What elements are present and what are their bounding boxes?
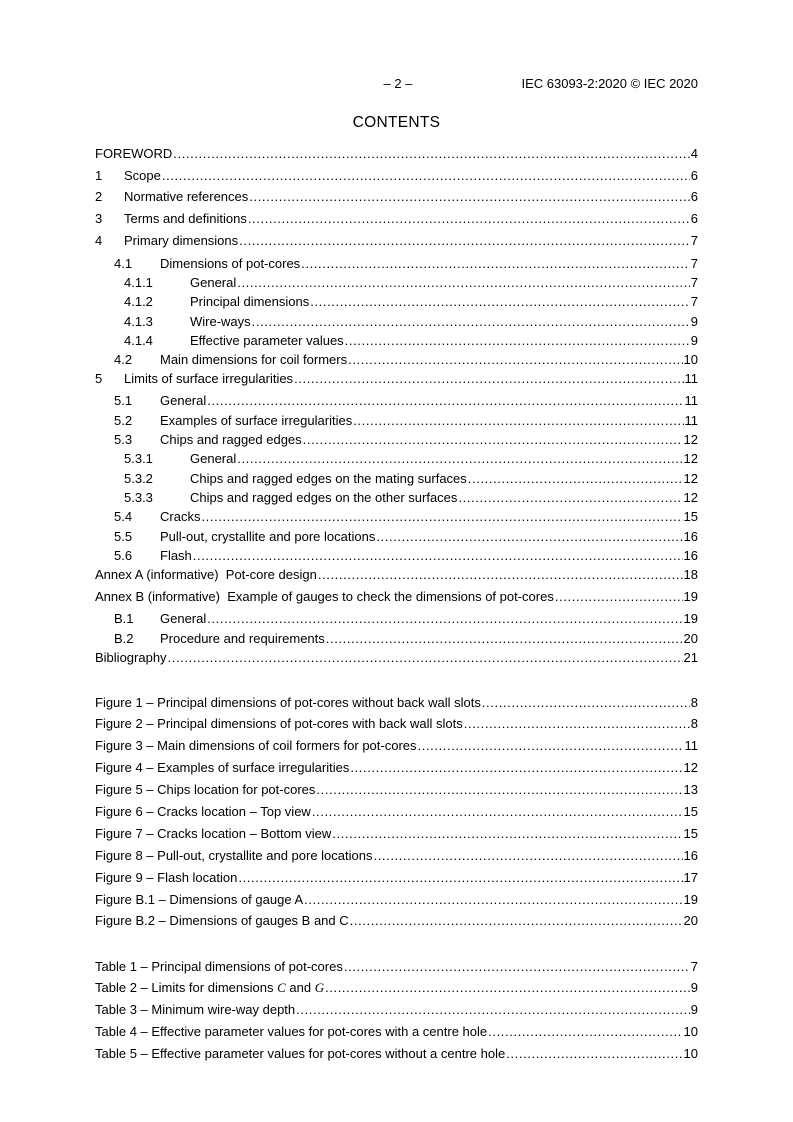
toc-entry[interactable] xyxy=(95,650,698,666)
figure-entry-page: 13 xyxy=(683,782,698,797)
toc-entry[interactable] xyxy=(95,589,698,605)
toc-entry-number: 4.2 xyxy=(114,352,133,367)
toc-entry-number: 5.3.2 xyxy=(124,471,153,486)
table-entry-title xyxy=(95,980,324,996)
toc-entry[interactable] xyxy=(95,168,698,184)
toc-entry-page: 16 xyxy=(683,529,698,544)
toc-entry-number: 4 xyxy=(95,233,103,248)
figure-list-entry[interactable] xyxy=(95,695,698,711)
toc-entry-number: 4.1.3 xyxy=(124,314,153,329)
figure-entry-title: Figure B.2 – Dimensions of gauges B and C xyxy=(95,913,349,928)
toc-entry-page: 6 xyxy=(690,189,698,204)
toc-entry-number: B.1 xyxy=(114,611,134,626)
figure-entry-page: 15 xyxy=(683,804,698,819)
figure-list-entry[interactable] xyxy=(95,804,698,820)
figure-entry-page: 8 xyxy=(690,695,698,710)
toc-entry-page: 7 xyxy=(690,233,698,248)
toc-entry-number: 5.1 xyxy=(114,393,133,408)
figure-list-entry[interactable] xyxy=(95,848,698,864)
toc-entry-title: Terms and definitions xyxy=(124,211,247,226)
toc-entry-title: Procedure and requirements xyxy=(160,631,325,646)
leader-dots xyxy=(332,826,682,842)
leader-dots xyxy=(353,413,683,429)
leader-dots xyxy=(345,333,690,349)
toc-entry[interactable] xyxy=(114,352,698,368)
leader-dots xyxy=(458,490,682,506)
figure-list-entry[interactable] xyxy=(95,760,698,776)
figure-list-entry[interactable] xyxy=(95,738,698,754)
toc-entry-page: 11 xyxy=(684,371,698,386)
toc-entry-number: 2 xyxy=(95,189,103,204)
toc-entry-title: Wire-ways xyxy=(190,314,251,329)
figure-list-entry[interactable] xyxy=(95,870,698,886)
toc-entry-page: 7 xyxy=(690,256,698,271)
toc-entry[interactable] xyxy=(124,490,698,506)
figure-list-entry[interactable] xyxy=(95,913,698,929)
figure-entry-title: Figure 3 – Main dimensions of coil formers for pot-cores xyxy=(95,738,417,753)
figure-entry-page: 20 xyxy=(683,913,698,928)
dimension-variable-g: G xyxy=(314,980,325,995)
leader-dots xyxy=(249,189,689,205)
figure-entry-title: Figure 9 – Flash location xyxy=(95,870,238,885)
figure-entry-title: Figure 1 – Principal dimensions of pot-cores without back wall slots xyxy=(95,695,481,710)
page-title: CONTENTS xyxy=(352,114,441,131)
toc-entry-title: Chips and ragged edges on the mating surfaces xyxy=(190,471,467,486)
toc-entry[interactable] xyxy=(114,548,698,564)
toc-entry-title: General xyxy=(160,611,207,626)
toc-entry-number: 4.1 xyxy=(114,256,133,271)
toc-entry-page: 4 xyxy=(690,146,698,161)
leader-dots xyxy=(350,913,683,929)
figure-entry-page: 17 xyxy=(683,870,698,885)
leader-dots xyxy=(325,980,690,996)
toc-entry[interactable] xyxy=(124,471,698,487)
toc-entry-page: 15 xyxy=(683,509,698,524)
toc-entry-title: Limits of surface irregularities xyxy=(124,371,294,386)
toc-entry-number: 5.3 xyxy=(114,432,133,447)
toc-entry[interactable] xyxy=(95,567,698,583)
leader-dots xyxy=(316,782,682,798)
toc-entry-title: Annex B (informative) Example of gauges to check the dimensions of pot-cores xyxy=(95,589,554,604)
toc-entry[interactable] xyxy=(124,451,698,467)
figure-entry-page: 15 xyxy=(683,826,698,841)
toc-entry-page: 12 xyxy=(683,490,698,505)
toc-entry-page: 10 xyxy=(683,352,698,367)
toc-entry-title: Scope xyxy=(124,168,161,183)
leader-dots xyxy=(464,716,690,732)
leader-dots xyxy=(304,892,682,908)
leader-dots xyxy=(207,611,682,627)
figure-entry-title: Figure B.1 – Dimensions of gauge A xyxy=(95,892,304,907)
figure-entry-title: Figure 4 – Examples of surface irregularities xyxy=(95,760,350,775)
figure-entry-page: 19 xyxy=(683,892,698,907)
leader-dots xyxy=(373,848,682,864)
toc-entry-title: General xyxy=(160,393,207,408)
leader-dots xyxy=(301,256,690,272)
leader-dots xyxy=(468,471,683,487)
table-entry-page: 7 xyxy=(690,959,698,974)
leader-dots xyxy=(310,294,690,310)
toc-entry-page: 20 xyxy=(683,631,698,646)
leader-dots xyxy=(193,548,683,564)
toc-entry-number: 4.1.1 xyxy=(124,275,153,290)
figure-entry-title: Figure 2 – Principal dimensions of pot-cores with back wall slots xyxy=(95,716,463,731)
toc-entry-page: 12 xyxy=(683,451,698,466)
leader-dots xyxy=(248,211,690,227)
toc-entry-page: 6 xyxy=(690,211,698,226)
toc-entry-number: 5.3.1 xyxy=(124,451,153,466)
table-entry-page: 10 xyxy=(683,1024,698,1039)
toc-entry-page: 7 xyxy=(690,294,698,309)
leader-dots xyxy=(294,371,683,387)
toc-entry[interactable] xyxy=(114,393,698,409)
table-entry-page: 10 xyxy=(683,1046,698,1061)
leader-dots xyxy=(237,275,690,291)
toc-entry-page: 6 xyxy=(690,168,698,183)
figure-entry-page: 12 xyxy=(683,760,698,775)
toc-entry[interactable] xyxy=(114,631,698,647)
figure-entry-page: 8 xyxy=(690,716,698,731)
toc-entry-page: 9 xyxy=(690,314,698,329)
toc-entry-number: 5.2 xyxy=(114,413,133,428)
figure-list-entry[interactable] xyxy=(95,892,698,908)
toc-entry-title: Bibliography xyxy=(95,650,167,665)
leader-dots xyxy=(162,168,690,184)
toc-entry-title: FOREWORD xyxy=(95,146,173,161)
toc-entry-title: Effective parameter values xyxy=(190,333,344,348)
table-entry-title: Table 1 – Principal dimensions of pot-cores xyxy=(95,959,343,974)
toc-entry-page: 11 xyxy=(684,393,698,408)
leader-dots xyxy=(506,1046,682,1062)
toc-entry-number: 5.5 xyxy=(114,529,133,544)
toc-entry[interactable] xyxy=(124,275,698,291)
figure-list-entry[interactable] xyxy=(95,826,698,842)
figure-entry-page: 16 xyxy=(683,848,698,863)
figure-entry-title: Figure 6 – Cracks location – Top view xyxy=(95,804,311,819)
toc-entry[interactable] xyxy=(114,256,698,272)
toc-entry-page: 18 xyxy=(683,567,698,582)
toc-entry-title: Cracks xyxy=(160,509,201,524)
toc-entry-number: 5.3.3 xyxy=(124,490,153,505)
toc-entry-title: General xyxy=(190,275,237,290)
table-entry-title: Table 3 – Minimum wire-way depth xyxy=(95,1002,296,1017)
table-entry-page: 9 xyxy=(690,1002,698,1017)
toc-entry-title: Primary dimensions xyxy=(124,233,239,248)
leader-dots xyxy=(348,352,682,368)
figure-entry-page: 11 xyxy=(684,738,698,753)
leader-dots xyxy=(418,738,684,754)
toc-entry-title: Chips and ragged edges on the other surfaces xyxy=(190,490,458,505)
leader-dots xyxy=(555,589,683,605)
toc-entry-number: 3 xyxy=(95,211,103,226)
toc-entry-page: 11 xyxy=(684,413,698,428)
leader-dots xyxy=(237,451,682,467)
toc-entry-number: 5.4 xyxy=(114,509,133,524)
leader-dots xyxy=(344,959,690,975)
toc-entry-title: General xyxy=(190,451,237,466)
toc-entry-number: 1 xyxy=(95,168,103,183)
leader-dots xyxy=(207,393,683,409)
figure-entry-title: Figure 5 – Chips location for pot-cores xyxy=(95,782,316,797)
figure-list-entry[interactable] xyxy=(95,782,698,798)
table-list-entry[interactable] xyxy=(95,959,698,975)
figure-entry-title: Figure 8 – Pull-out, crystallite and pore locations xyxy=(95,848,373,863)
conjunction-text: and xyxy=(285,980,315,995)
toc-entry[interactable] xyxy=(114,529,698,545)
table-entry-page: 9 xyxy=(690,980,698,995)
leader-dots xyxy=(303,432,683,448)
toc-entry-title: Flash xyxy=(160,548,192,563)
leader-dots xyxy=(252,314,690,330)
toc-entry-number: B.2 xyxy=(114,631,134,646)
leader-dots xyxy=(296,1002,690,1018)
table-entry-title: Table 5 – Effective parameter values for pot-cores without a centre hole xyxy=(95,1046,506,1061)
toc-entry-number: 5.6 xyxy=(114,548,133,563)
figure-entry-title: Figure 7 – Cracks location – Bottom view xyxy=(95,826,332,841)
toc-entry[interactable] xyxy=(95,211,698,227)
leader-dots xyxy=(350,760,682,776)
toc-entry-title: Annex A (informative) Pot-core design xyxy=(95,567,317,582)
toc-entry-title: Pull-out, crystallite and pore locations xyxy=(160,529,376,544)
leader-dots xyxy=(312,804,683,820)
leader-dots xyxy=(318,567,683,583)
page-number: – 2 – xyxy=(383,76,413,91)
toc-entry-title: Main dimensions for coil formers xyxy=(160,352,348,367)
leader-dots xyxy=(238,870,682,886)
table-entry-title: Table 4 – Effective parameter values for pot-cores with a centre hole xyxy=(95,1024,488,1039)
toc-entry[interactable] xyxy=(124,314,698,330)
leader-dots xyxy=(173,146,689,162)
toc-entry-title: Examples of surface irregularities xyxy=(160,413,353,428)
table-entry-title-prefix: Table 2 – Limits for dimensions xyxy=(95,980,278,995)
leader-dots xyxy=(326,631,683,647)
toc-entry[interactable] xyxy=(95,146,698,162)
document-identifier: IEC 63093-2:2020 © IEC 2020 xyxy=(521,76,698,91)
toc-entry[interactable] xyxy=(124,294,698,310)
toc-entry-title: Dimensions of pot-cores xyxy=(160,256,301,271)
toc-entry-title: Principal dimensions xyxy=(190,294,310,309)
leader-dots xyxy=(376,529,682,545)
leader-dots xyxy=(482,695,690,711)
toc-entry[interactable] xyxy=(95,233,698,249)
toc-entry[interactable] xyxy=(114,432,698,448)
toc-entry-page: 12 xyxy=(683,432,698,447)
toc-entry-title: Chips and ragged edges xyxy=(160,432,302,447)
figure-list-entry[interactable] xyxy=(95,716,698,732)
toc-entry[interactable] xyxy=(124,333,698,349)
toc-entry-page: 16 xyxy=(683,548,698,563)
toc-entry-page: 19 xyxy=(683,611,698,626)
toc-entry-page: 9 xyxy=(690,333,698,348)
toc-entry-page: 7 xyxy=(690,275,698,290)
toc-entry[interactable] xyxy=(114,611,698,627)
table-list-entry[interactable] xyxy=(95,1046,698,1062)
toc-entry[interactable] xyxy=(114,509,698,525)
toc-entry[interactable] xyxy=(95,189,698,205)
toc-entry[interactable] xyxy=(114,413,698,429)
table-list-entry[interactable] xyxy=(95,1024,698,1040)
toc-entry-title: Normative references xyxy=(124,189,249,204)
leader-dots xyxy=(201,509,682,525)
leader-dots xyxy=(168,650,683,666)
toc-entry-page: 12 xyxy=(683,471,698,486)
toc-entry-number: 4.1.4 xyxy=(124,333,153,348)
leader-dots xyxy=(488,1024,682,1040)
table-list-entry[interactable] xyxy=(95,980,698,996)
table-list-entry[interactable] xyxy=(95,1002,698,1018)
toc-entry[interactable] xyxy=(95,371,698,387)
dimension-variable-c: C xyxy=(277,980,286,995)
leader-dots xyxy=(239,233,690,249)
toc-entry-number: 4.1.2 xyxy=(124,294,153,309)
toc-entry-page: 21 xyxy=(683,650,698,665)
toc-entry-page: 19 xyxy=(683,589,698,604)
toc-entry-number: 5 xyxy=(95,371,103,386)
